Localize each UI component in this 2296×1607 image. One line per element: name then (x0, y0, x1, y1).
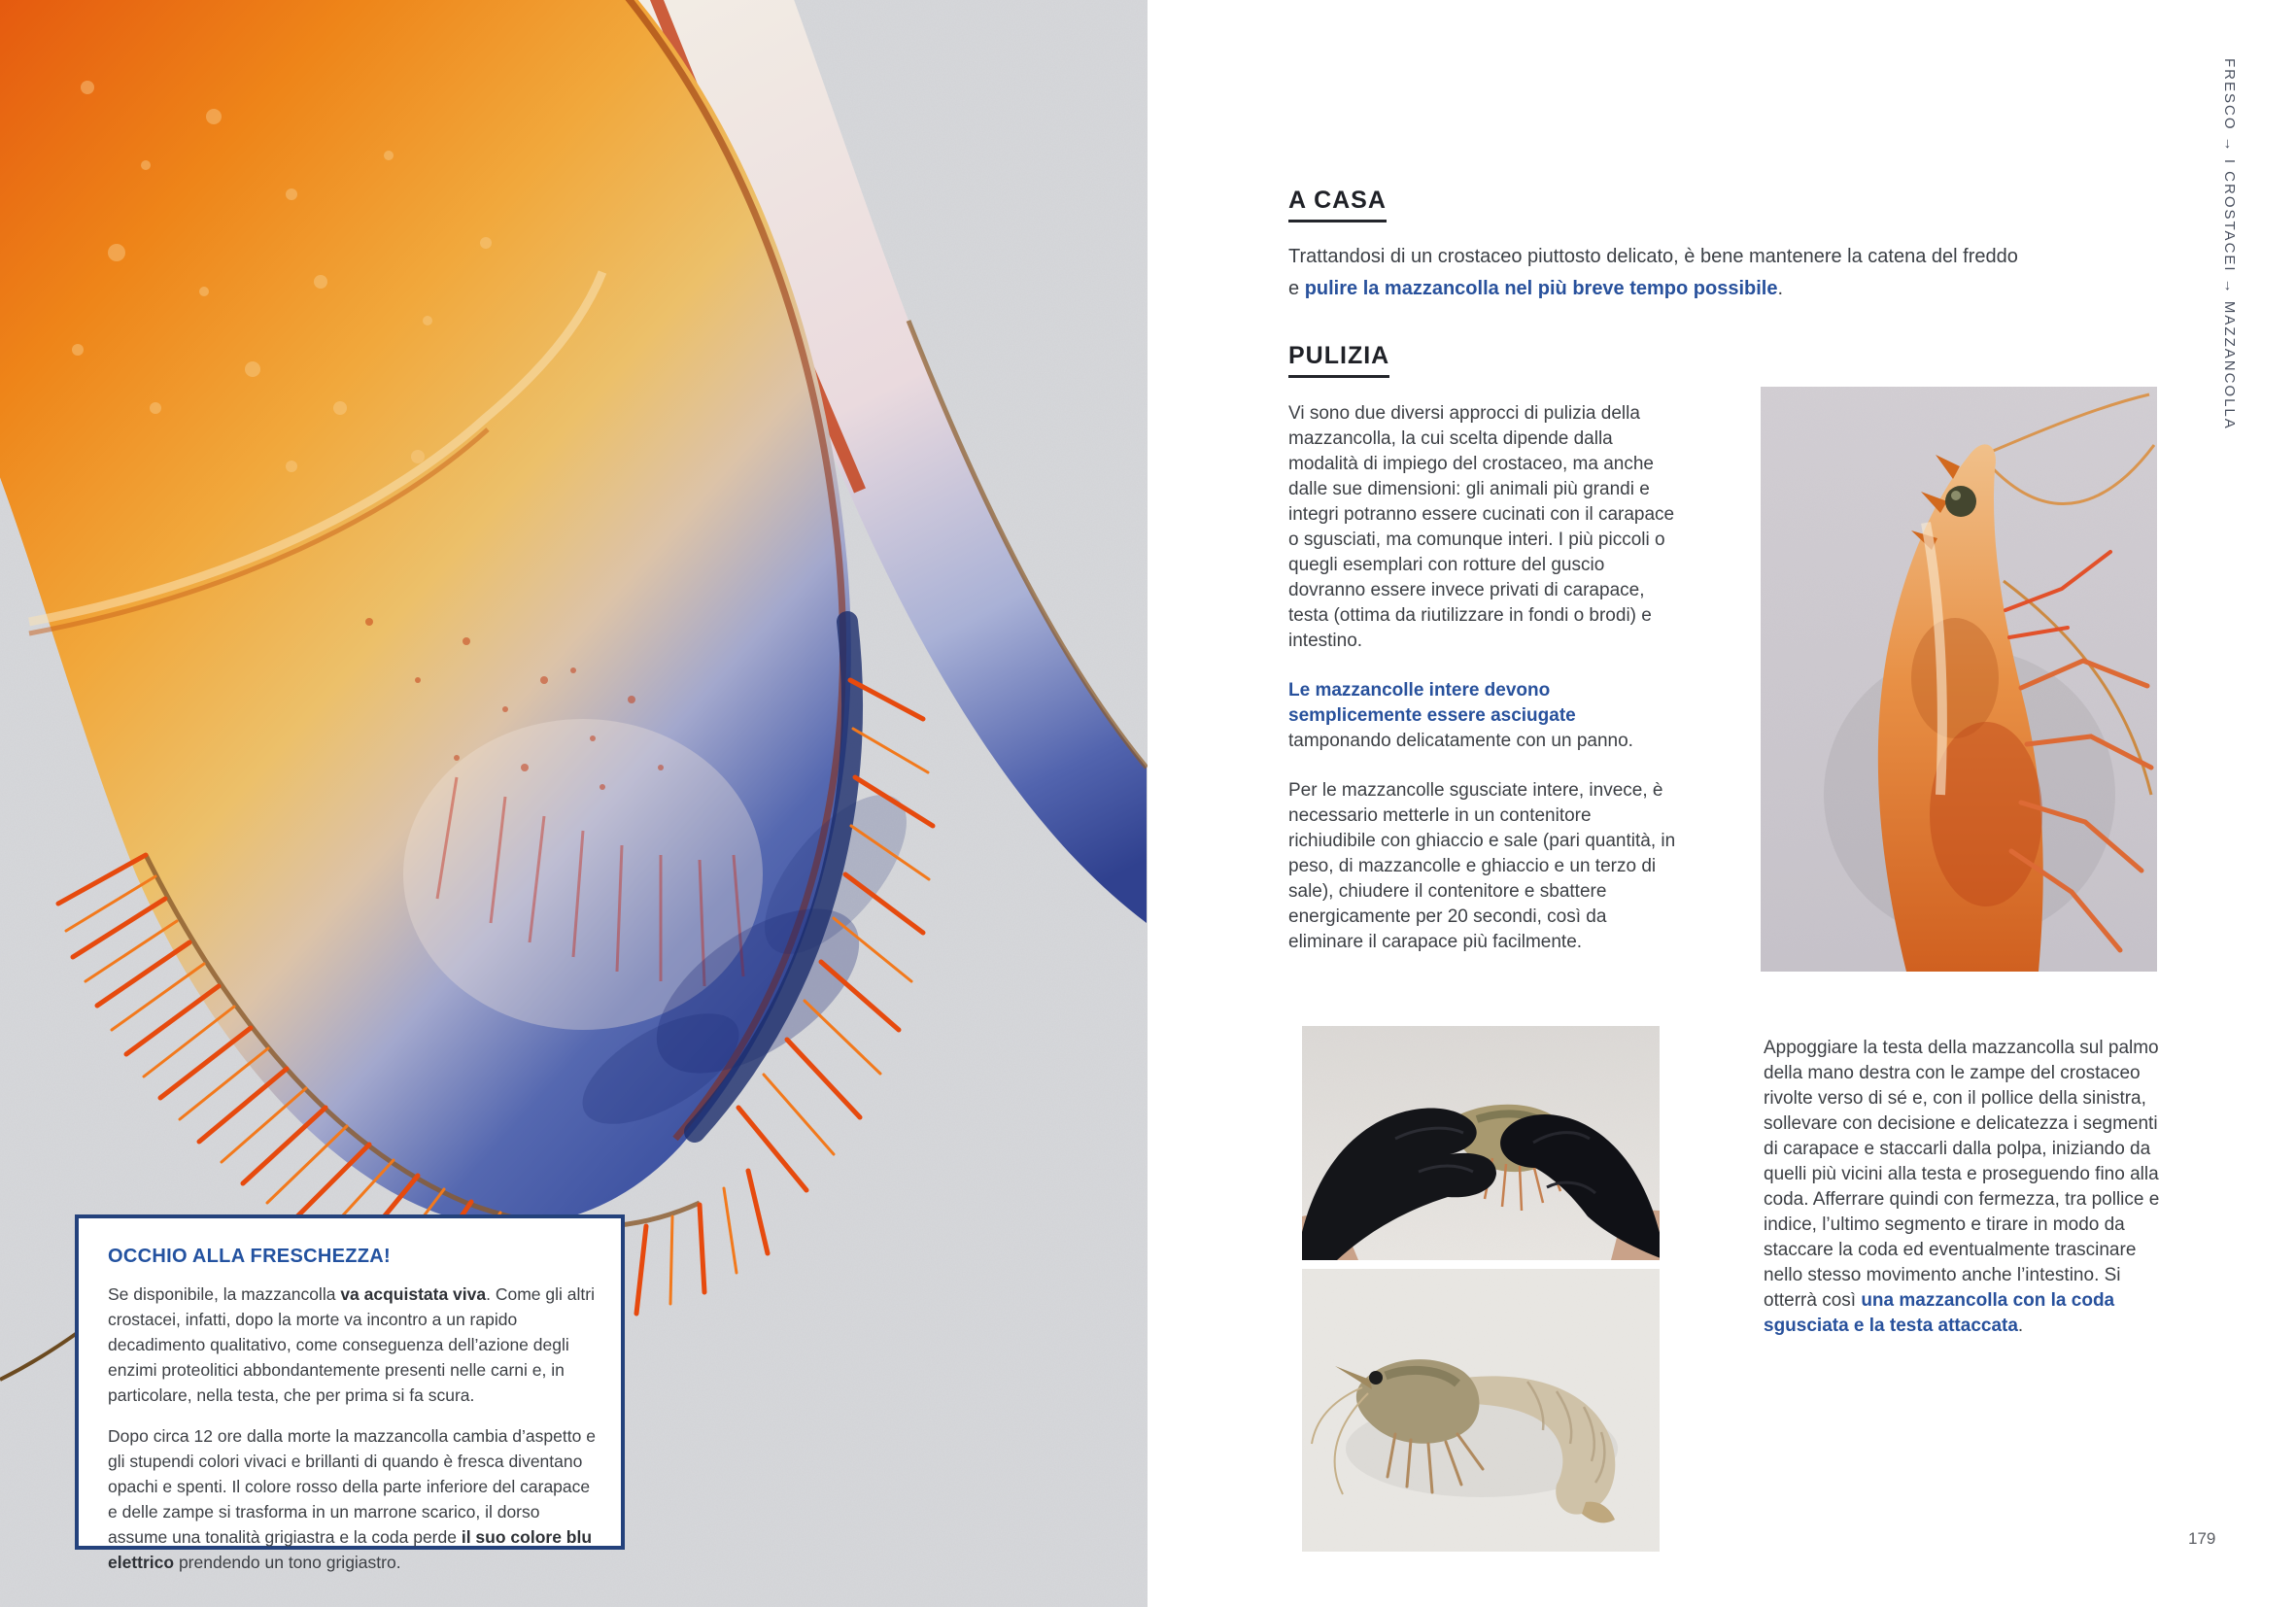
prawn-head-photo (1761, 387, 2157, 972)
peeled-shrimp-photo (1302, 1269, 1660, 1552)
pulizia-paragraph-3: Per le mazzancolle sgusciate intere, invece, è necessario metterle in un contenitore richiudibile con ghiaccio e sale (pari quantità, in peso, di mazzancolle e ghiaccio e un terzo di sale), chiudere il contenitore e sbattere energicamente per 20 secondi, così da eliminare il carapace più facilmente. (1288, 780, 1676, 952)
freshness-paragraph-2: Dopo circa 12 ore dalla morte la mazzancolla cambia d’aspetto e gli stupendi colori vivaci e brillanti di quando è fresca diventano opachi e spenti. Il colore rosso della parte inferiore del carapace e delle zampe si trasforma in un marrone scarico, il dorso assume una tonalità grigiastra e la coda perde il suo colore blu elettrico prendendo un tono grigiastro. (108, 1426, 596, 1572)
freshness-box-title: OCCHIO ALLA FRESCHEZZA! (108, 1246, 391, 1267)
a-casa-heading: A CASA (1288, 187, 1387, 222)
page-number: 179 (2188, 1529, 2216, 1548)
step-paragraph: Appoggiare la testa della mazzancolla sul palmo della mano destra con le zampe del crostaceo rivolte verso di sé e, con il pollice della sinistra, sollevare con decisione e delicatezza i segmenti di carapace e staccarli dalla polpa, iniziando da quelli più vicini alla testa e proseguendo fino alla coda. Afferrare quindi con fermezza, tra pollice e indice, l’ultimo segmento e tirare in modo da staccare la coda ed eventualmente trascinare nello stesso movimento anche l’intestino. Si otterrà così una mazzancolla con la coda sgusciata e la testa attaccata. (1764, 1038, 2160, 1336)
freshness-box (75, 1214, 625, 1572)
freshness-paragraph-1: Se disponibile, la mazzancolla va acquistata viva. Come gli altri crostacei, infatti, dopo la morte va incontro a un rapido decadimento qualitativo, come conseguenza dell’azione degli enzimi proteolitici abbondantemente presenti nelle carni e, in particolare, nella testa, che per prima si fa scura. (108, 1284, 595, 1405)
edge-tab-vertical-label: FRESCO → I CROSTACEI → MAZZANCOLLA (2221, 58, 2238, 430)
pulizia-column (1288, 401, 1679, 955)
peeling-hands-photo (1302, 1026, 1660, 1260)
pulizia-highlight-paragraph: Le mazzancolle intere devono semplicemente essere asciugate tamponando delicatamente con un panno. (1288, 680, 1633, 751)
pulizia-heading: PULIZIA (1288, 342, 1389, 378)
pulizia-paragraph-1: Vi sono due diversi approcci di pulizia della mazzancolla, la cui scelta dipende dalla modalità di impiego del crostaceo, ma anche dalle sue dimensioni: gli animali più grandi e integri potranno essere cucinati con il carapace o sgusciati, ma comunque interi. I più piccoli o quegli esemplari con rotture del guscio dovranno essere invece privati di carapace, testa (ottima da riutilizzare in fondi o brodi) e intestino. (1288, 403, 1675, 651)
a-casa-intro: Trattandosi di un crostaceo piuttosto delicato, è bene mantenere la catena del freddo e pulire la mazzancolla nel più breve tempo possibile. (1288, 246, 2018, 299)
